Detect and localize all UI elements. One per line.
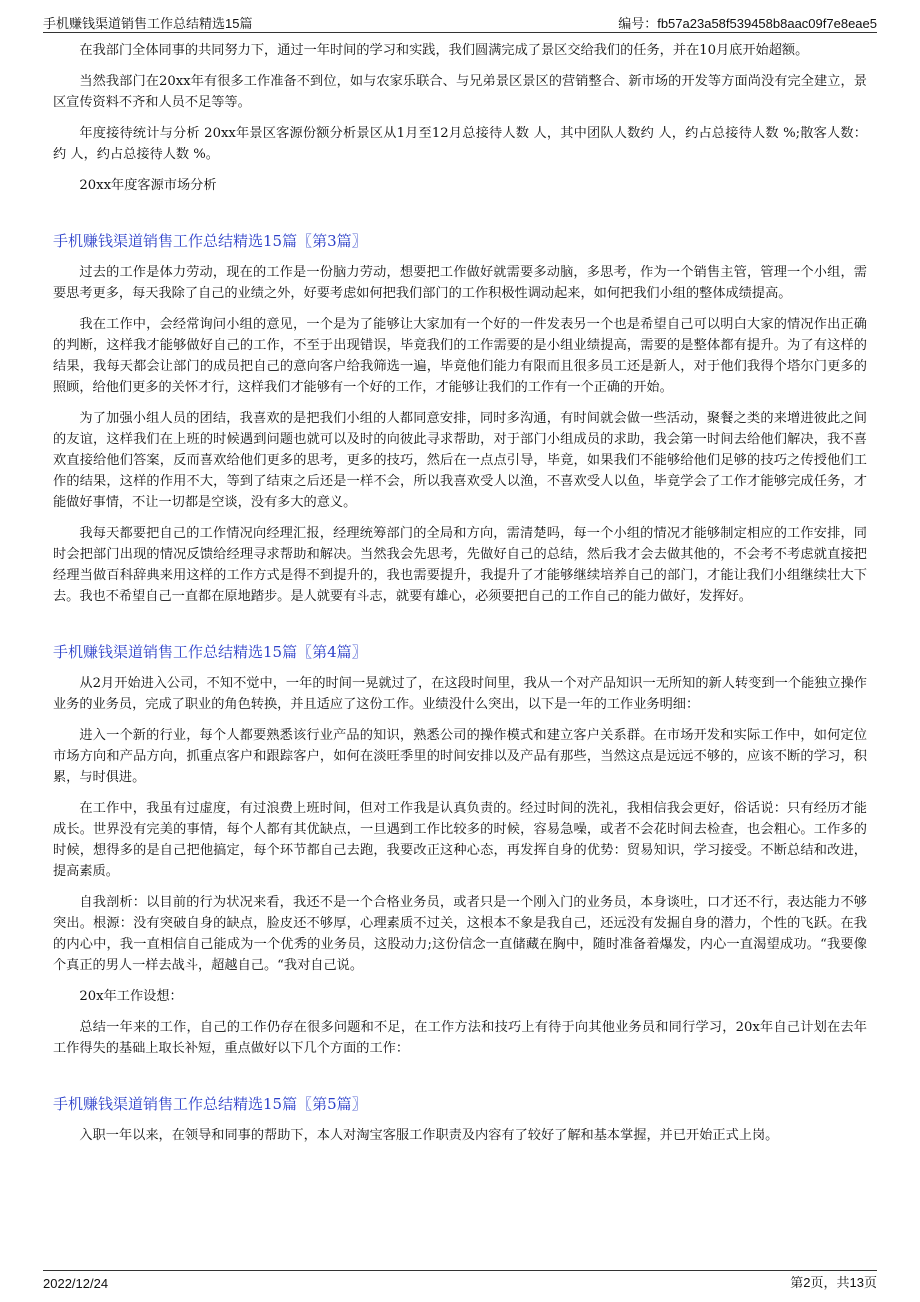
paragraph: 在我部门全体同事的共同努力下，通过一年时间的学习和实践，我们圆满完成了景区交给我们的任务，并在10月底开始超额。 [79, 43, 809, 58]
page-number: 第2页，共13页 [790, 1275, 877, 1290]
paragraph: 入职一年以来，在领导和同事的帮助下，本人对淘宝客服工作职责及内容有了较好了解和基本掌握，并已开始正式上岗。 [79, 1128, 779, 1143]
paragraph: 进入一个新的行业，每个人都要熟悉该行业产品的知识，熟悉公司的操作模式和建立客户关系群。在市场开发和实际工作中，如何定位市场方向和产品方向，抓重点客户和跟踪客户，如何在淡旺季里的时间安排以及产品有那些，当然这点是远远不够的，应该不断的学习，积累，与时俱进。 [53, 728, 867, 785]
paragraph: 20xx年度客源市场分析 [79, 178, 217, 193]
page-footer [43, 1270, 877, 1291]
paragraph: 为了加强小组人员的团结，我喜欢的是把我们小组的人都同意安排，同时多沟通，有时间就会做一些活动，聚餐之类的来增进彼此之间的友谊，这样我们在上班的时候遇到问题也就可以及时的向彼此寻求帮助，对于部门小组成员的求助，我会第一时间去给他们解决，我不喜欢直接给他们答案，反而喜欢给他们更多的思考，更多的技巧，然后在一点点引导，毕竟，如果我们不能够给他们足够的技巧之传授他们工作的结果，这样的作用不大，等到了结束之后还是一样不会，所以我喜欢受人以渔，不喜欢受人以鱼，毕竟学会了工作才能够完成任务，才能做好事情，不让一切都是空谈，没有多大的意义。 [53, 411, 867, 510]
paragraph: 过去的工作是体力劳动，现在的工作是一份脑力劳动，想要把工作做好就需要多动脑，多思考，作为一个销售主管，管理一个小组，需要思考更多，每天我除了自己的业绩之外，好要考虑如何把我们部门的工作积极性调动起来，如何把我们小组的整体成绩提高。 [53, 265, 867, 301]
paragraph: 20x年工作设想： [79, 989, 183, 1004]
section-title: 手机赚钱渠道销售工作总结精选15篇〖第3篇〗 [53, 232, 367, 250]
paragraph: 自我剖析：以目前的行为状况来看，我还不是一个合格业务员，或者只是一个刚入门的业务员，本身谈吐，口才还不行，表达能力不够突出。根源：没有突破自身的缺点，脸皮还不够厚，心理素质不过关，这根本不象是我自己，还远没有发掘自身的潜力，个性的飞跃。在我的内心中，我一直相信自己能成为一个优秀的业务员，这股动力;这份信念一直储藏在胸中，随时准备着爆发，内心一直渴望成功。“我要像个真正的男人一样去战斗，超越自己。“我对自己说。 [53, 895, 867, 973]
footer-date: 2022/12/24 [43, 1276, 109, 1291]
paragraph: 我每天都要把自己的工作情况向经理汇报，经理统筹部门的全局和方向，需清楚吗，每一个小组的情况才能够制定相应的工作安排，同时会把部门出现的情况反馈给经理寻求帮助和解决。当然我会先思考，先做好自己的总结，然后我才会去做其他的，不会考不考虑就直接把经理当做百科辞典来用这样的工作方式是得不到提升的，我也需要提升，我提升了才能够继续培养自己的部门，才能让我们小组继续壮大下去。我也不希望自己一直都在原地踏步。是人就要有斗志，就要有雄心，必须要把自己的工作自己的能力做好，发挥好。 [53, 526, 867, 604]
document-id: 编号：fb57a23a58f539458b8aac09f7e8eae5 [618, 16, 877, 31]
section-3 [53, 230, 867, 607]
section-4 [53, 641, 867, 1059]
paragraph: 在工作中，我虽有过虚度，有过浪费上班时间，但对工作我是认真负责的。经过时间的洗礼，我相信我会更好，俗话说：只有经历才能成长。世界没有完美的事情，每个人都有其优缺点，一旦遇到工作比较多的时候，容易急噪，或者不会花时间去检查，也会粗心。工作多的时候，想得多的是自己把他搞定，每个环节都自己去跑，我要改正这种心态，再发挥自身的优势：贸易知识，学习接受。不断总结和改进，提高素质。 [53, 801, 867, 879]
document-body [53, 40, 867, 1156]
section-5 [53, 1093, 867, 1146]
section-title: 手机赚钱渠道销售工作总结精选15篇〖第4篇〗 [53, 643, 367, 661]
paragraph: 当然我部门在20xx年有很多工作准备不到位，如与农家乐联合、与兄弟景区景区的营销整合、新市场的开发等方面尚没有完全建立，景区宣传资料不齐和人员不足等等。 [53, 74, 867, 110]
section-title: 手机赚钱渠道销售工作总结精选15篇〖第5篇〗 [53, 1095, 367, 1113]
paragraph: 年度接待统计与分析 20xx年景区客源份额分析景区从1月至12月总接待人数 人，其中团队人数约 人，约占总接待人数 %;散客人数：约 人，约占总接待人数 %。 [53, 126, 867, 162]
header-title: 手机赚钱渠道销售工作总结精选15篇 [43, 16, 253, 31]
page-header [43, 12, 877, 33]
paragraph: 总结一年来的工作，自己的工作仍存在很多问题和不足，在工作方法和技巧上有待于向其他业务员和同行学习，20x年自己计划在去年工作得失的基础上取长补短，重点做好以下几个方面的工作： [53, 1020, 867, 1056]
paragraph: 我在工作中，会经常询问小组的意见，一个是为了能够让大家加有一个好的一件发表另一个也是希望自己可以明白大家的情况作出正确的判断，这样我才能够做好自己的工作，不至于出现错误，毕竟我们的工作需要的是小组业绩提高，需要的是整体都有提升。为了有这样的结果，我每天都会让部门的成员把自己的意向客户给我筛选一遍，毕竟他们能力有限而且很多员工还是新人，对于他们我得个塔尔门更多的照顾，给他们更多的关怀才行，这样我们才能够有一个好的工作，才能够让我们的工作有一个正确的开始。 [53, 317, 867, 395]
paragraph: 从2月开始进入公司，不知不觉中，一年的时间一晃就过了，在这段时间里，我从一个对产品知识一无所知的新人转变到一个能独立操作业务的业务员，完成了职业的角色转换，并且适应了这份工作。业绩没什么突出，以下是一年的工作业务明细： [53, 676, 867, 712]
